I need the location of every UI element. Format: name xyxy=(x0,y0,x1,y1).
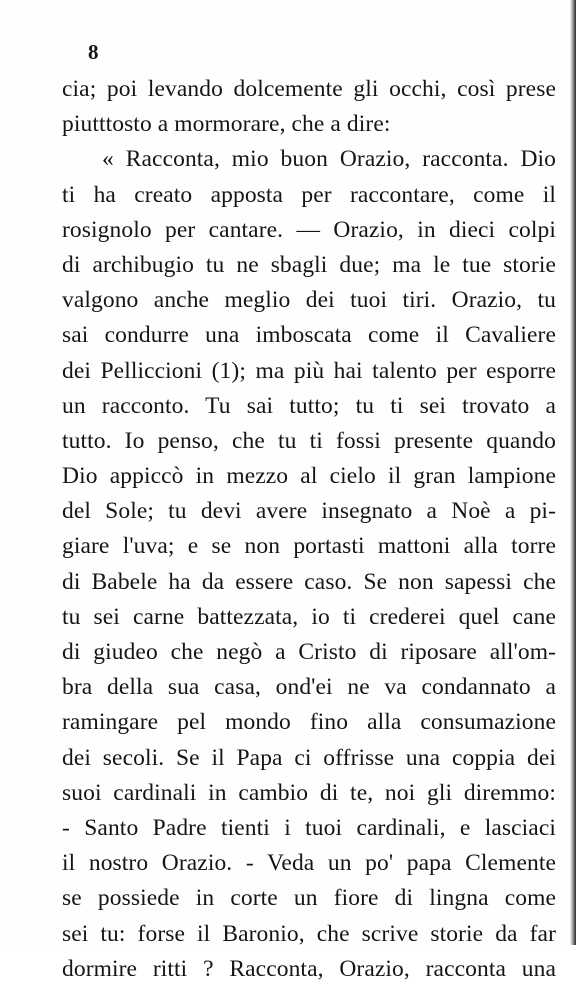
text-line: cia; poi levando dolcemente gli occhi, così prese xyxy=(62,76,556,102)
text-line: un racconto. Tu sai tutto; tu ti sei trovato a xyxy=(62,392,556,419)
text-line: dei Pelliccioni (1); ma più hai talento per esporre xyxy=(62,357,556,384)
text-line: valgono anche meglio dei tuoi tiri. Orazio, tu xyxy=(62,287,556,314)
text-line: dei secoli. Se il Papa ci offrisse una coppia dei xyxy=(62,744,556,771)
text-line: Dio appiccò in mezzo al cielo il gran lampione xyxy=(62,463,556,490)
text-line: ramingare pel mondo fino alla consumazione xyxy=(62,709,556,736)
text-line: di giudeo che negò a Cristo di riposare all'om- xyxy=(62,639,556,665)
text-line: di archibugio tu ne sbagli due; ma le tue storie xyxy=(62,251,556,278)
text-line: di Babele ha da essere caso. Se non sapessi che xyxy=(62,568,556,595)
text-line: rosignolo per cantare. — Orazio, in dieci colpi xyxy=(62,216,556,243)
text-line: sai condurre una imboscata come il Cavaliere xyxy=(62,322,556,349)
text-line: - Santo Padre tienti i tuoi cardinali, e lasciaci xyxy=(62,814,556,841)
text-line: bra della sua casa, ond'ei ne va condannato a xyxy=(62,674,556,701)
page-number: 8 xyxy=(88,40,99,64)
text-line: tu sei carne battezzata, io ti crederei quel cane xyxy=(62,603,556,630)
text-line: se possiede in corte un fiore di lingna come xyxy=(62,885,556,912)
text-line: del Sole; tu devi avere insegnato a Noè a pi- xyxy=(62,498,556,525)
text-line: il nostro Orazio. - Veda un po' papa Clemente xyxy=(62,850,556,877)
text-line: tutto. Io penso, che tu ti fossi presente quando xyxy=(62,427,556,454)
text-line: « Racconta, mio buon Orazio, racconta. Dio xyxy=(102,146,556,173)
text-line: giare l'uva; e se non portasti mattoni alla torre xyxy=(62,533,556,560)
text-line: ti ha creato apposta per raccontare, come il xyxy=(62,181,556,208)
text-line: dormire ritti ? Racconta, Orazio, racconta una xyxy=(62,955,556,982)
text-line: suoi cardinali in cambio di te, noi gli diremmo: xyxy=(62,779,556,806)
text-line: piutttosto a mormorare, che a dire: xyxy=(62,111,391,138)
text-line: sei tu: forse il Baronio, che scrive storie da far xyxy=(62,920,556,947)
body-text xyxy=(62,72,556,987)
page-edge-shadow xyxy=(570,0,576,945)
